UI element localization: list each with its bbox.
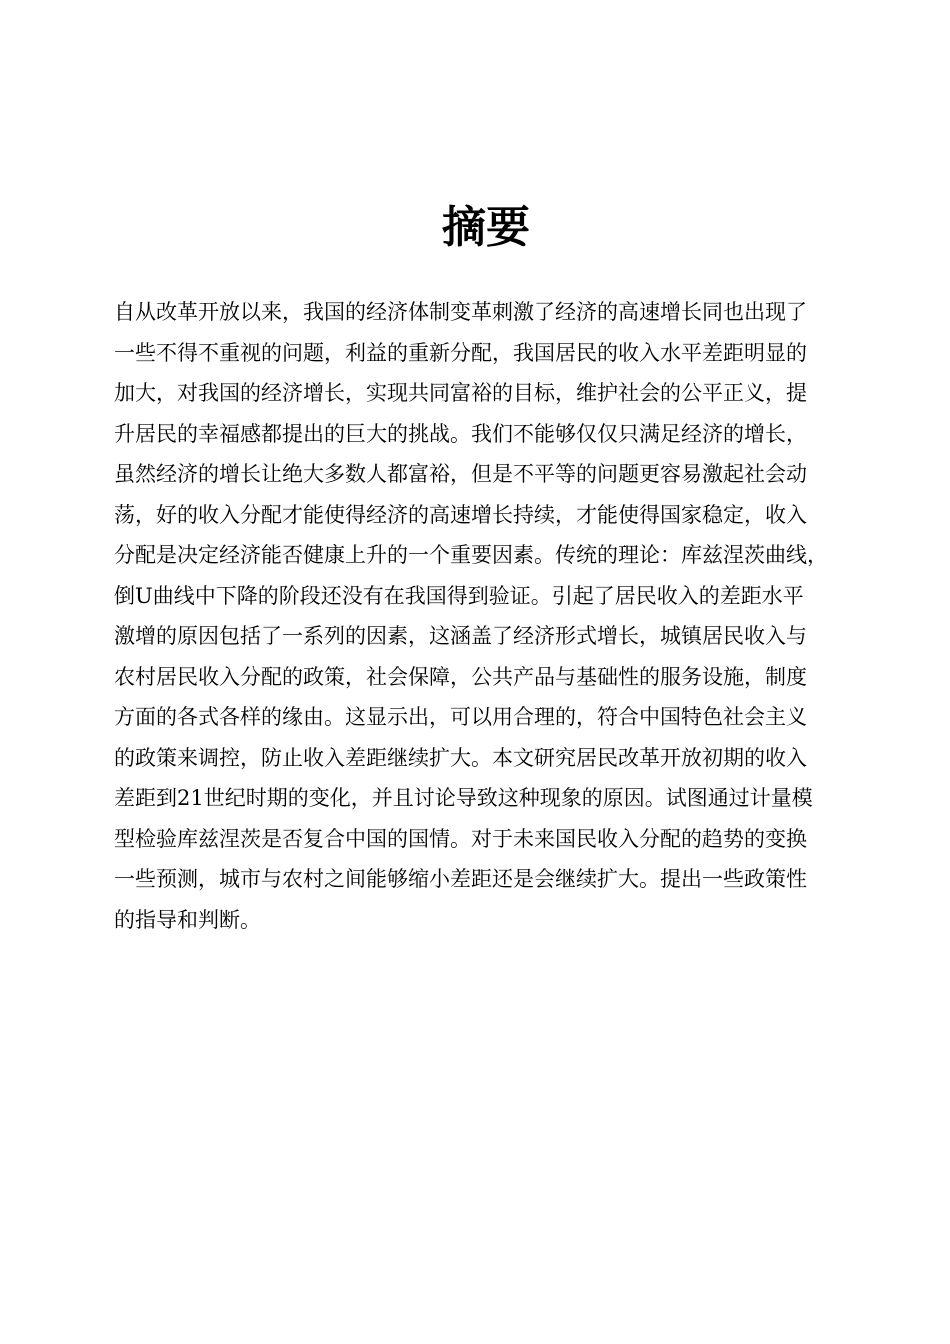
abstract-line: 虽然经济的增长让绝大多数人都富裕，但是不平等的问题更容易激起社会动 <box>114 462 807 486</box>
abstract-line: 的指导和判断。 <box>114 907 261 932</box>
abstract-line: 升居民的幸福感都提出的巨大的挑战。我们不能够仅仅只满足经济的增长， <box>114 421 807 446</box>
abstract-line: 的政策来调控，防止收入差距继续扩大。本文研究居民改革开放初期的收入 <box>114 745 807 770</box>
abstract-line: 激增的原因包括了一系列的因素，这涵盖了经济形式增长，城镇居民收入与 <box>114 624 807 648</box>
abstract-line: 加大，对我国的经济增长，实现共同富裕的目标，维护社会的公平正义，提 <box>114 381 807 405</box>
abstract-line: 倒U曲线中下降的阶段还没有在我国得到验证。引起了居民收入的差距水平 <box>114 583 804 608</box>
abstract-line: 荡，好的收入分配才能使得经济的高速增长持续，才能使得国家稳定，收入 <box>114 502 807 527</box>
abstract-line: 自从改革开放以来，我国的经济体制变革刺激了经济的高速增长同也出现了 <box>114 300 807 324</box>
abstract-line: 差距到21世纪时期的变化，并且讨论导致这种现象的原因。试图通过计量模 <box>114 786 813 810</box>
abstract-line: 一些预测，城市与农村之间能够缩小差距还是会继续扩大。提出一些政策性 <box>114 867 807 891</box>
abstract-line: 一些不得不重视的问题，利益的重新分配，我国居民的收入水平差距明显的 <box>114 340 807 365</box>
abstract-line: 农村居民收入分配的政策，社会保障，公共产品与基础性的服务设施，制度 <box>114 664 807 689</box>
abstract-body <box>114 292 874 940</box>
abstract-line: 型检验库兹涅茨是否复合中国的国情。对于未来国民收入分配的趋势的变换 <box>114 826 807 851</box>
abstract-title: 摘要 <box>442 202 530 253</box>
abstract-line: 方面的各式各样的缘由。这显示出，可以用合理的，符合中国特色社会主义 <box>114 705 807 729</box>
abstract-line: 分配是决定经济能否健康上升的一个重要因素。传统的理论：库兹涅茨曲线， <box>114 543 828 567</box>
